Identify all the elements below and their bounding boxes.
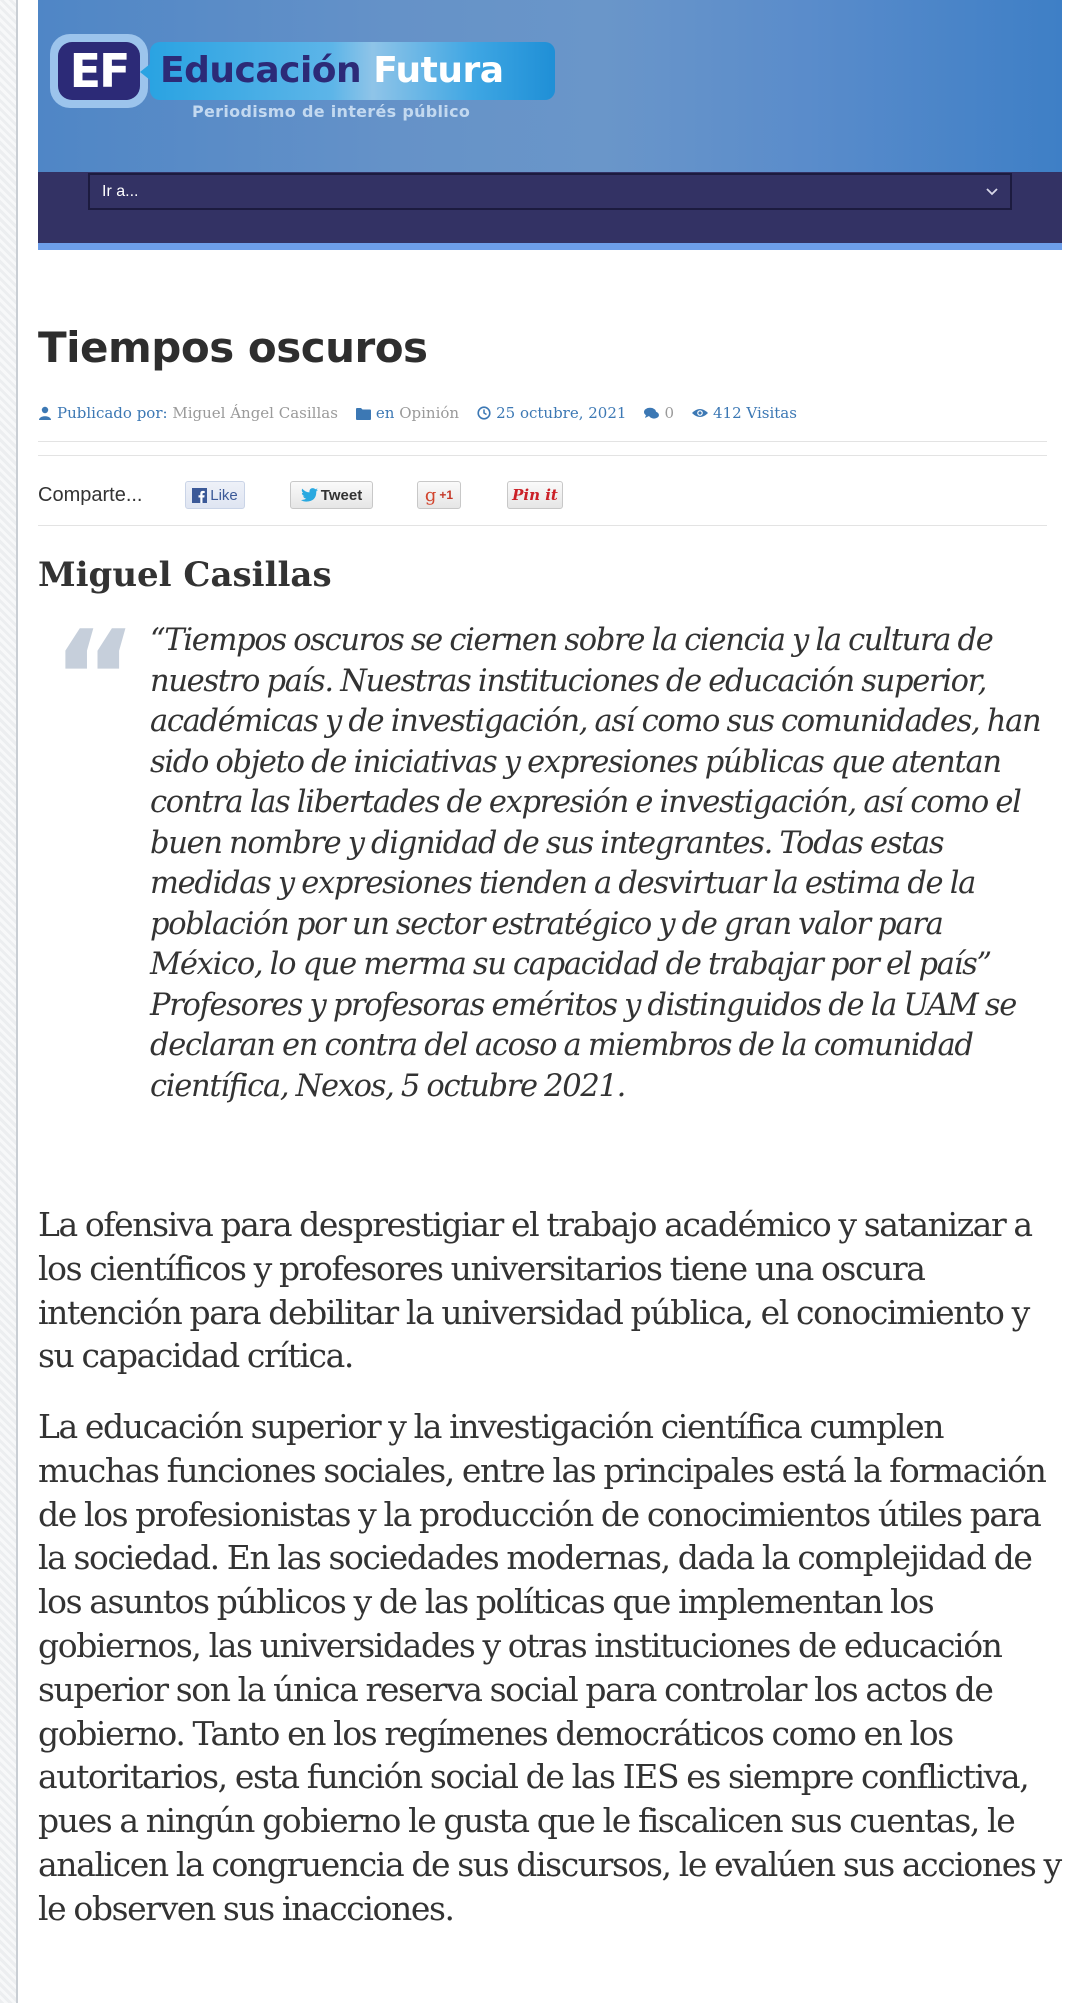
logo-letters: EF	[58, 42, 140, 100]
eye-icon	[692, 407, 708, 419]
chevron-down-icon	[984, 175, 1000, 208]
meta-date-text: 25 octubre, 2021	[496, 404, 627, 422]
header-banner	[38, 0, 1062, 172]
nav-dropdown[interactable]	[88, 173, 1012, 210]
google-plus-label: +1	[439, 488, 454, 502]
meta-author	[38, 404, 338, 422]
meta-author-name[interactable]: Miguel Ángel Casillas	[172, 404, 338, 422]
article-paragraph: La ofensiva para desprestigiar el trabajo académico y satanizar a los científicos y profesores universitarios tiene una oscura intención para debilitar la universidad pública, el conocimiento y su capacidad crítica.	[38, 1205, 1032, 1376]
share-label: Comparte...	[38, 484, 143, 506]
meta-views	[692, 404, 797, 422]
tweet-button[interactable]	[290, 481, 373, 509]
share-bottom-divider	[38, 525, 1047, 526]
logo-word-educacion: Educación	[160, 50, 362, 91]
facebook-like-label: Like	[210, 486, 238, 504]
nav-dropdown-value: Ir a...	[102, 183, 139, 200]
nav-bar	[38, 172, 1062, 243]
meta-category-prefix: en	[375, 404, 395, 422]
meta-views-text: 412 Visitas	[712, 404, 797, 422]
share-top-divider	[38, 455, 1047, 456]
meta-comments[interactable]	[644, 404, 674, 422]
clock-icon	[477, 406, 491, 420]
google-plus-button[interactable]	[417, 481, 461, 509]
meta-divider	[38, 441, 1047, 442]
pin-it-label: Pin it	[512, 486, 558, 504]
logo-word-futura: Futura	[373, 50, 504, 91]
google-g-icon: g	[424, 484, 437, 506]
facebook-like-button[interactable]	[185, 481, 245, 509]
meta-date	[477, 404, 626, 422]
logo-badge	[50, 34, 148, 108]
site-header	[38, 0, 1062, 250]
twitter-bird-icon	[301, 488, 318, 502]
article-paragraph: La educación superior y la investigación científica cumplen muchas funciones sociales, entre las principales está la formación de los profesionistas y la producción de conocimientos útiles para la sociedad. En las sociedades modernas, dada la complejidad de los asuntos públicos y de las políticas que implementan los gobiernos, las universidades y otras instituciones de educación superior son la única reserva social para controlar los actos de gobierno. Tanto en los regímenes democráticos como en los autoritarios, esta función social de las IES es siempre conflictiva, pues a ningún gobierno le gusta que le fiscalicen sus cuentas, le analicen la congruencia de sus discursos, le evalúen sus acciones y le observen sus inacciones.	[38, 1407, 1061, 1928]
quote-icon: “	[52, 602, 138, 754]
page-edge-stripe	[0, 0, 18, 2003]
article-title: Tiempos oscuros	[38, 323, 428, 372]
logo-wordmark	[150, 42, 555, 100]
comments-icon	[644, 407, 659, 420]
meta-category-link[interactable]: Opinión	[399, 404, 460, 422]
author-heading: Miguel Casillas	[38, 555, 332, 595]
article-blockquote: “Tiempos oscuros se ciernen sobre la ciencia y la cultura de nuestro país. Nuestras instituciones de educación superior, académicas y de investigación, así como sus comunidades, han sido objeto de iniciativas y expresiones públicas que atentan contra las libertades de expresión e investigación, así como el buen nombre y dignidad de sus integrantes. Todas estas medidas y expresiones tienden a desvirtuar la estima de la población por un sector estratégico y de gran valor para México, lo que merma su capacidad de trabajar por el país” Profesores y profesoras eméritos y distinguidos de la UAM se declaran en contra del acoso a miembros de la comunidad científica, Nexos, 5 octubre 2021.	[150, 623, 1041, 1104]
tweet-label: Tweet	[320, 486, 363, 504]
meta-comments-count: 0	[664, 404, 674, 422]
nav-accent-line	[38, 243, 1062, 250]
share-bar	[38, 478, 1047, 514]
article-meta	[38, 404, 815, 422]
logo-title	[160, 46, 504, 96]
user-icon	[38, 406, 52, 420]
folder-icon	[356, 407, 371, 420]
logo-tagline: Periodismo de interés público	[192, 102, 471, 121]
pinterest-pin-button[interactable]	[507, 481, 563, 509]
facebook-icon	[192, 488, 207, 503]
meta-category	[356, 404, 459, 422]
site-logo[interactable]	[50, 32, 520, 132]
meta-published-label: Publicado por:	[57, 404, 168, 422]
